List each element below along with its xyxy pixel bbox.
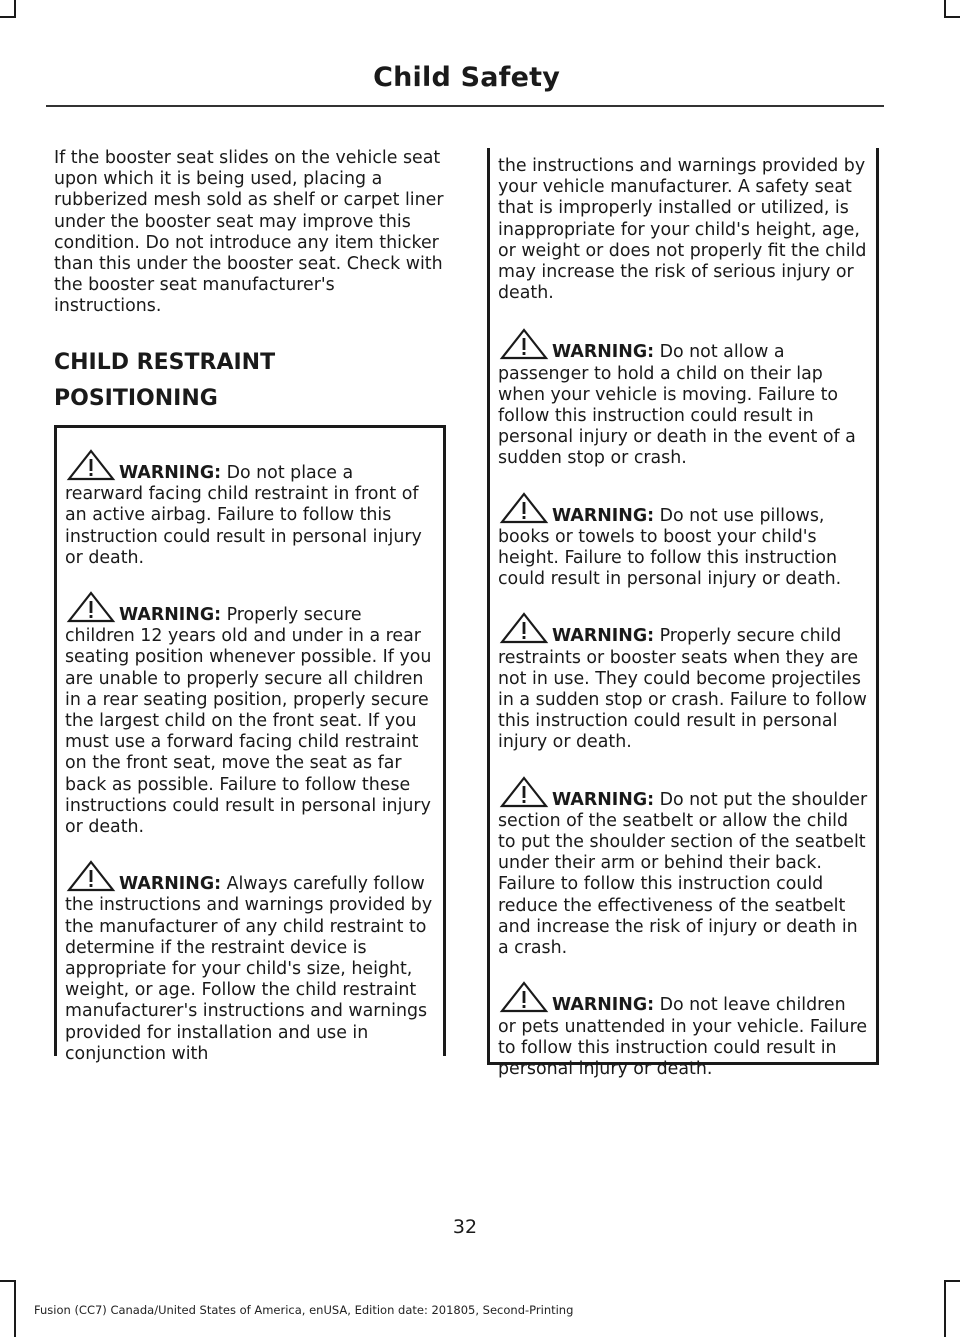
warning-triangle-icon [498, 776, 550, 808]
warning-item [498, 328, 868, 469]
crop-mark [944, 16, 960, 18]
warning-text: Properly secure child restraints or booster seats when they are not in use. They could become projectiles in a sudden stop or crash. Failure to follow this instruction could result in personal injury or death. [498, 626, 867, 753]
warning-text: Do not put the shoulder section of the seatbelt or allow the child to put the shoulder section of the seatbelt under their arm or behind their back. Failure to follow this instruction could reduce the effectiveness of the seatbelt and increase the risk of injury or death in a crash. [498, 789, 868, 959]
warning-triangle-icon [498, 492, 550, 524]
crop-mark [14, 1280, 16, 1337]
warning-item [65, 591, 435, 838]
warning-label: WARNING: [552, 789, 655, 810]
warning-label: WARNING: [119, 463, 222, 483]
warning-item [498, 612, 868, 753]
warning-triangle-icon [65, 591, 117, 623]
crop-mark [0, 1280, 16, 1282]
section-heading-line1: CHILD RESTRAINT [54, 349, 276, 375]
warning-item [498, 776, 868, 960]
warning-text: Properly secure children 12 years old and under in a rear seating position whenever possible. If you are unable to properly secure all children in a rear seating position, properly secure the largest child on the front seat. If you must use a forward facing child restraint on the front seat, move the seat as far back as possible. Failure to follow these instructions could result in personal injury or death. [65, 605, 432, 838]
page-title: Child Safety [373, 62, 560, 93]
warning-text: Do not place a rearward facing child restraint in front of an active airbag. Failure to follow this instruction could result in personal injury or death. [65, 463, 422, 568]
warning-label: WARNING: [552, 505, 655, 526]
warning-item [65, 449, 435, 569]
warning-label: WARNING: [119, 605, 222, 626]
warning-text: Do not allow a passenger to hold a child on their lap when your vehicle is moving. Failure to follow this instruction could result in personal injury or death in the event of a sudden stop or crash. [498, 342, 856, 469]
warning-triangle-icon [65, 449, 117, 481]
warning-triangle-icon [498, 981, 550, 1013]
page-number: 32 [452, 1216, 478, 1238]
header-divider [46, 105, 884, 107]
warning-item [498, 492, 868, 591]
warning-label: WARNING: [552, 626, 655, 647]
warning-triangle-icon [498, 612, 550, 644]
warning-label: WARNING: [552, 342, 655, 363]
warning-text: Do not use pillows, books or towels to boost your child's height. Failure to follow this instruction could result in personal injury or death. [498, 505, 842, 590]
warning-label: WARNING: [119, 874, 222, 895]
intro-paragraph: If the booster seat slides on the vehicle seat upon which it is being used, placing a rubberized mesh sold as shelf or carpet liner under the booster seat may improve this condition. Do not introduce any item thicker than this under the booster seat. Check with the booster seat manufacturer's instructions. [54, 148, 444, 317]
warning-triangle-icon [498, 328, 550, 360]
warning-triangle-icon [65, 860, 117, 892]
crop-mark [0, 16, 16, 18]
warning-label: WARNING: [552, 995, 655, 1016]
edition-footer: Fusion (CC7) Canada/United States of America, enUSA, Edition date: 201805, Second-Printing [34, 1303, 574, 1317]
warning-item [65, 860, 435, 1065]
crop-mark [944, 1280, 946, 1337]
warning-text: Always carefully follow the instructions and warnings provided by the manufacturer of any child restraint to determine if the restraint device is appropriate for your child's size, height, weight, or age. Follow the child restraint manufacturer's instructions and warnings provided for installation and use in conjunction with [65, 874, 433, 1064]
warning-text: Do not leave children or pets unattended in your vehicle. Failure to follow this instruction could result in personal injury or death. [498, 995, 868, 1079]
crop-mark [944, 1280, 960, 1282]
continued-paragraph: the instructions and warnings provided by your vehicle manufacturer. A safety seat that is improperly installed or utilized, is inappropriate for your child's height, age, or weight or does not properly fit the child may increase the risk of serious injury or death. [498, 156, 867, 304]
section-heading-line2: POSITIONING [54, 385, 218, 411]
warning-box-left [54, 425, 446, 1064]
warning-item [498, 981, 868, 1080]
warning-box-right [487, 148, 879, 1079]
left-column [54, 148, 444, 414]
